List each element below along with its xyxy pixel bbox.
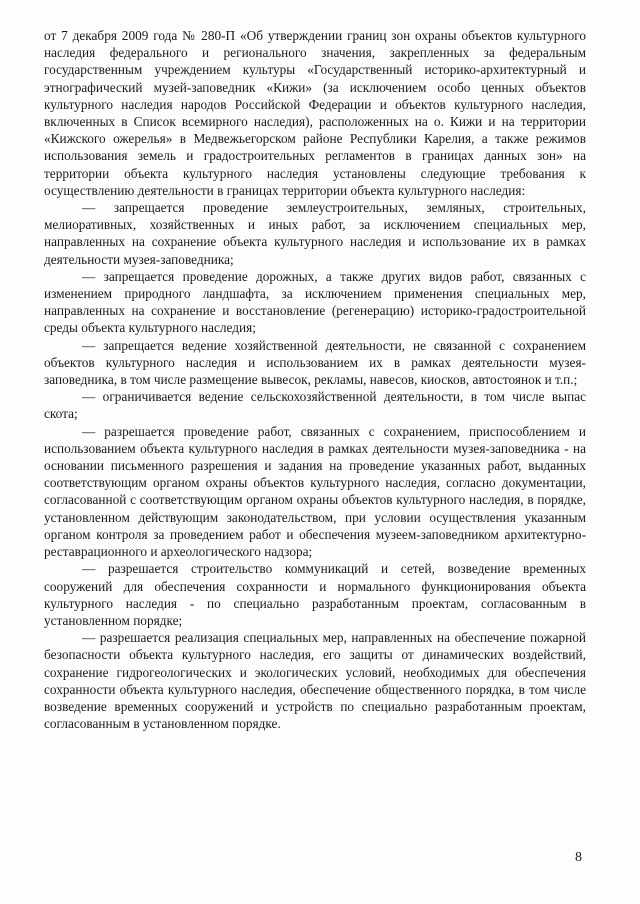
requirement-item-5: — разрешается проведение работ, связанных с сохранением, приспособлением и использованием объекта культурного наследия в рамках деятельности музея-заповедника - на основании письменного разрешения и задания на проведение указанных работ, выданных соответствующим органом охраны объектов культурного наследия, согласно документации, согласованной с соответствующим органом охраны объектов культурного наследия, в порядке, установленном действующим законодательством, при условии осуществления указанным органом контроля за проведением работ и обеспечения музеем-заповедником архитектурно-реставрационного и археологического надзора; xyxy=(44,423,586,560)
requirement-item-4: — ограничивается ведение сельскохозяйственной деятельности, в том числе выпас скота; xyxy=(44,389,586,422)
requirement-item-2: — запрещается проведение дорожных, а также других видов работ, связанных с изменением природного ландшафта, за исключением применения специальных мер, направленных на сохранение и восстановление (регенерацию) историко-градостроительной среды объекта культурного наследия; xyxy=(44,268,586,336)
requirement-item-7: — разрешается реализация специальных мер, направленных на обеспечение пожарной безопасности объекта культурного наследия, его защиты от динамических воздействий, сохранение гидрогеологических и экологических условий, необходимых для обеспечения сохранности объекта культурного наследия, обеспечение общественного порядка, в том числе возведение временных сооружений и устройств по специально разработанным проектам, согласованным в установленном порядке. xyxy=(44,630,586,732)
requirement-item-3: — запрещается ведение хозяйственной деятельности, не связанной с сохранением объектов культурного наследия и использованием их в рамках деятельности музея-заповедника, в том числе размещение вывесок, рекламы, навесов, киосков, автостоянок и т.п.; xyxy=(44,337,586,388)
intro-paragraph: от 7 декабря 2009 года № 280-П «Об утверждении границ зон охраны объектов культурного наследия федерального и регионального значения, закрепленных за федеральным государственным учреждением культуры «Государственный историко-архитектурный и этнографический музей-заповедник «Кижи» (за исключением особо ценных объектов культурного наследия народов Российской Федерации и объектов культурного наследия, включенных в Список всемирного наследия), расположенных на о. Кижи и на территории «Кижского ожерелья» в Медвежьегорском районе Республики Карелия, а также режимов использования земель и градостроительных регламентов в границах данных зон» на территории объекта культурного наследия установлены следующие требования к осуществлению деятельности в границах территории объекта культурного наследия: xyxy=(44,28,586,198)
requirement-item-1: — запрещается проведение землеустроительных, земляных, строительных, мелиоративных, хозяйственных и иных работ, за исключением специальных мер, направленных на сохранение объекта культурного наследия и использование их в рамках деятельности музея-заповедника; xyxy=(44,200,586,267)
requirement-item-6: — разрешается строительство коммуникаций и сетей, возведение временных сооружений для обеспечения сохранности и нормального функционирования объекта культурного наследия - по специально разработанным проектам, согласованным в установленном порядке; xyxy=(44,561,586,628)
page-number: 8 xyxy=(575,850,582,865)
document-body xyxy=(44,27,586,732)
